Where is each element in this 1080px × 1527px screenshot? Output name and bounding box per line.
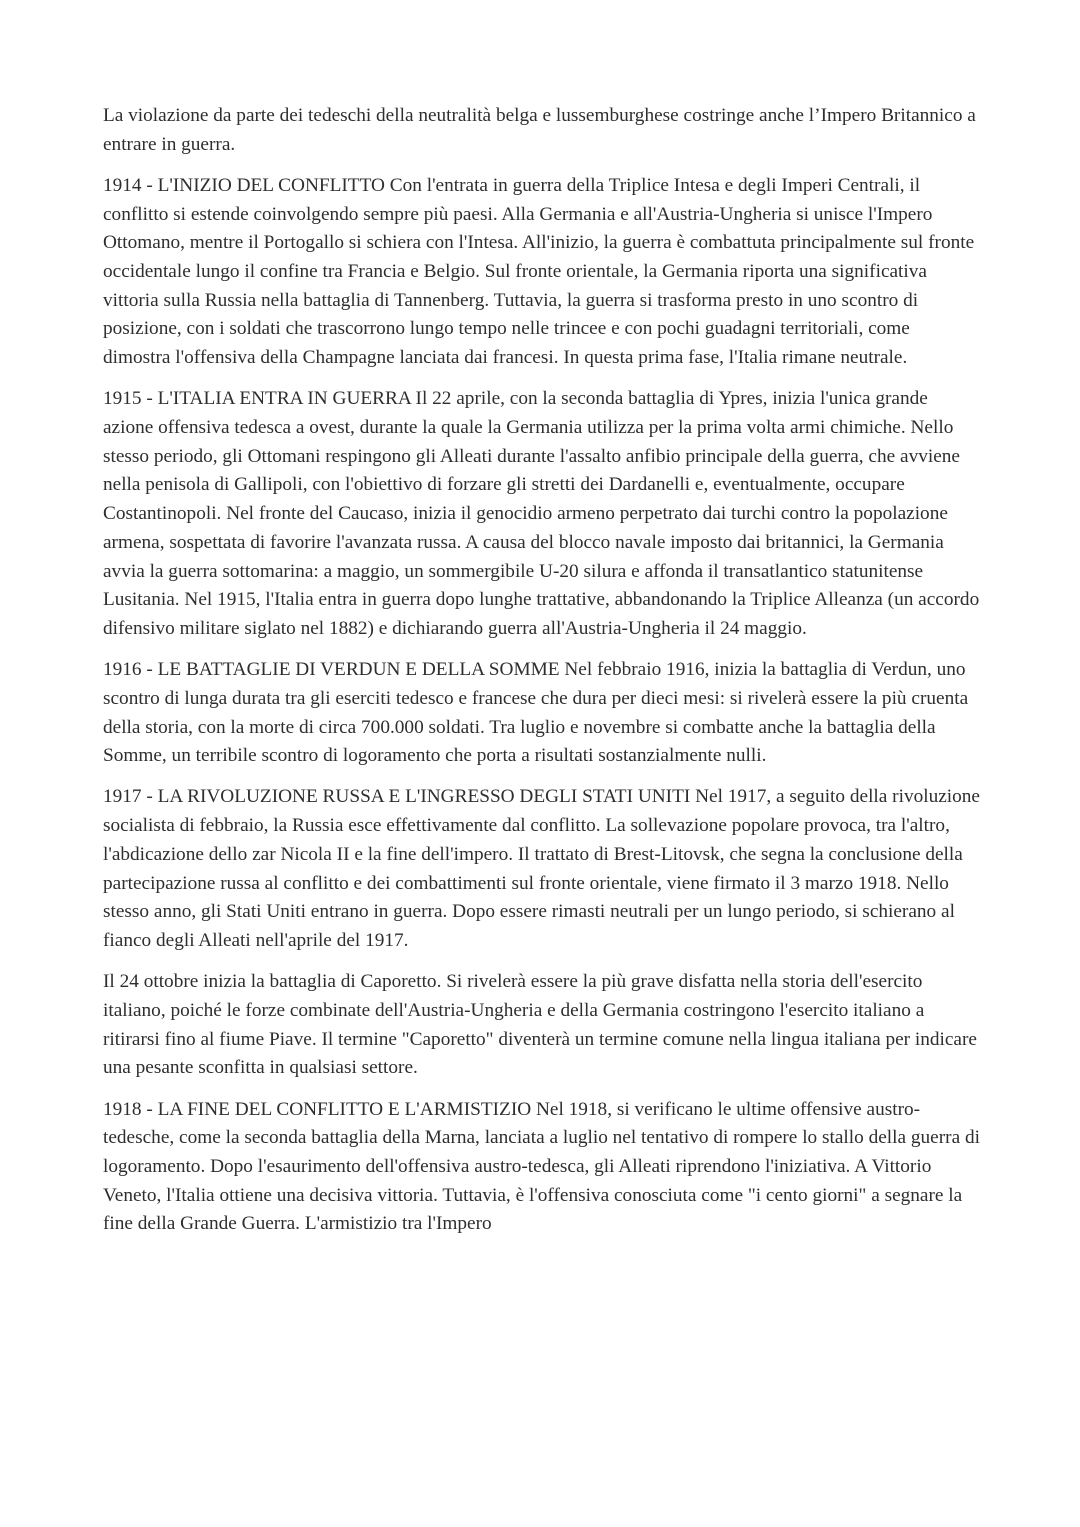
paragraph-1918: 1918 - LA FINE DEL CONFLITTO E L'ARMISTIZIO Nel 1918, si verificano le ultime offensive austro-tedesche, come la seconda battaglia della Marna, lanciata a luglio nel tentativo di rompere lo stallo della guerra di logoramento. Dopo l'esaurimento dell'offensiva austro-tedesca, gli Alleati riprendono l'iniziativa. A Vittorio Veneto, l'Italia ottiene una decisiva vittoria. Tuttavia, è l'offensiva conosciuta come "i cento giorni" a segnare la fine della Grande Guerra. L'armistizio tra l'Impero: [103, 1098, 980, 1235]
paragraph-caporetto: Il 24 ottobre inizia la battaglia di Caporetto. Si rivelerà essere la più grave disfatta nella storia dell'esercito italiano, poiché le forze combinate dell'Austria-Ungheria e della Germania costringono l'esercito italiano a ritirarsi fino al fiume Piave. Il termine "Caporetto" diventerà un termine comune nella lingua italiana per indicare una pesante sconfitta in qualsiasi settore.: [103, 971, 977, 1079]
paragraph-1915: 1915 - L'ITALIA ENTRA IN GUERRA Il 22 aprile, con la seconda battaglia di Ypres, inizia l'unica grande azione offensiva tedesca a ovest, durante la quale la Germania utilizza per la prima volta armi chimiche. Nello stesso periodo, gli Ottomani respingono gli Alleati durante l'assalto anfibio principale della guerra, che avviene nella penisola di Gallipoli, con l'obiettivo di forzare gli stretti dei Dardanelli e, eventualmente, occupare Costantinopoli. Nel fronte del Caucaso, inizia il genocidio armeno perpetrato dai turchi contro la popolazione armena, sospettata di favorire l'avanzata russa. A causa del blocco navale imposto dai britannici, la Germania avvia la guerra sottomarina: a maggio, un sommergibile U-20 silura e affonda il transatlantico statunitense Lusitania. Nel 1915, l'Italia entra in guerra dopo lunghe trattative, abbandonando la Triplice Alleanza (un accordo difensivo militare siglato nel 1882) e dichiarando guerra all'Austria-Ungheria il 24 maggio.: [103, 388, 980, 639]
paragraph-1916: 1916 - LE BATTAGLIE DI VERDUN E DELLA SOMME Nel febbraio 1916, inizia la battaglia di Verdun, uno scontro di lunga durata tra gli eserciti tedesco e francese che dura per dieci mesi: si rivelerà essere la più cruenta della storia, con la morte di circa 700.000 soldati. Tra luglio e novembre si combatte anche la battaglia della Somme, un terribile scontro di logoramento che porta a risultati sostanzialmente nulli.: [103, 659, 969, 767]
paragraph-1914: 1914 - L'INIZIO DEL CONFLITTO Con l'entrata in guerra della Triplice Intesa e degli Imperi Centrali, il conflitto si estende coinvolgendo sempre più paesi. Alla Germania e all'Austria-Ungheria si unisce l'Impero Ottomano, mentre il Portogallo si schiera con l'Intesa. All'inizio, la guerra è combattuta principalmente sul fronte occidentale lungo il confine tra Francia e Belgio. Sul fronte orientale, la Germania riporta una significativa vittoria sulla Russia nella battaglia di Tannenberg. Tuttavia, la guerra si trasforma presto in uno scontro di posizione, con i soldati che trascorrono lungo tempo nelle trincee e con pochi guadagni territoriali, come dimostra l'offensiva della Champagne lanciata dai francesi. In questa prima fase, l'Italia rimane neutrale.: [103, 174, 975, 369]
paragraph-1917: 1917 - LA RIVOLUZIONE RUSSA E L'INGRESSO DEGLI STATI UNITI Nel 1917, a seguito della rivoluzione socialista di febbraio, la Russia esce effettivamente dal conflitto. La sollevazione popolare provoca, tra l'altro, l'abdicazione dello zar Nicola II e la fine dell'impero. Il trattato di Brest-Litovsk, che segna la conclusione della partecipazione russa al conflitto e dei combattimenti sul fronte orientale, viene firmato il 3 marzo 1918. Nello stesso anno, gli Stati Uniti entrano in guerra. Dopo essere rimasti neutrali per un lungo periodo, si schierano al fianco degli Alleati nell'aprile del 1917.: [103, 786, 980, 951]
paragraph-intro: La violazione da parte dei tedeschi della neutralità belga e lussemburghese costringe anche l’Impero Britannico a entrare in guerra.: [103, 105, 976, 155]
document-page: [103, 102, 981, 1252]
